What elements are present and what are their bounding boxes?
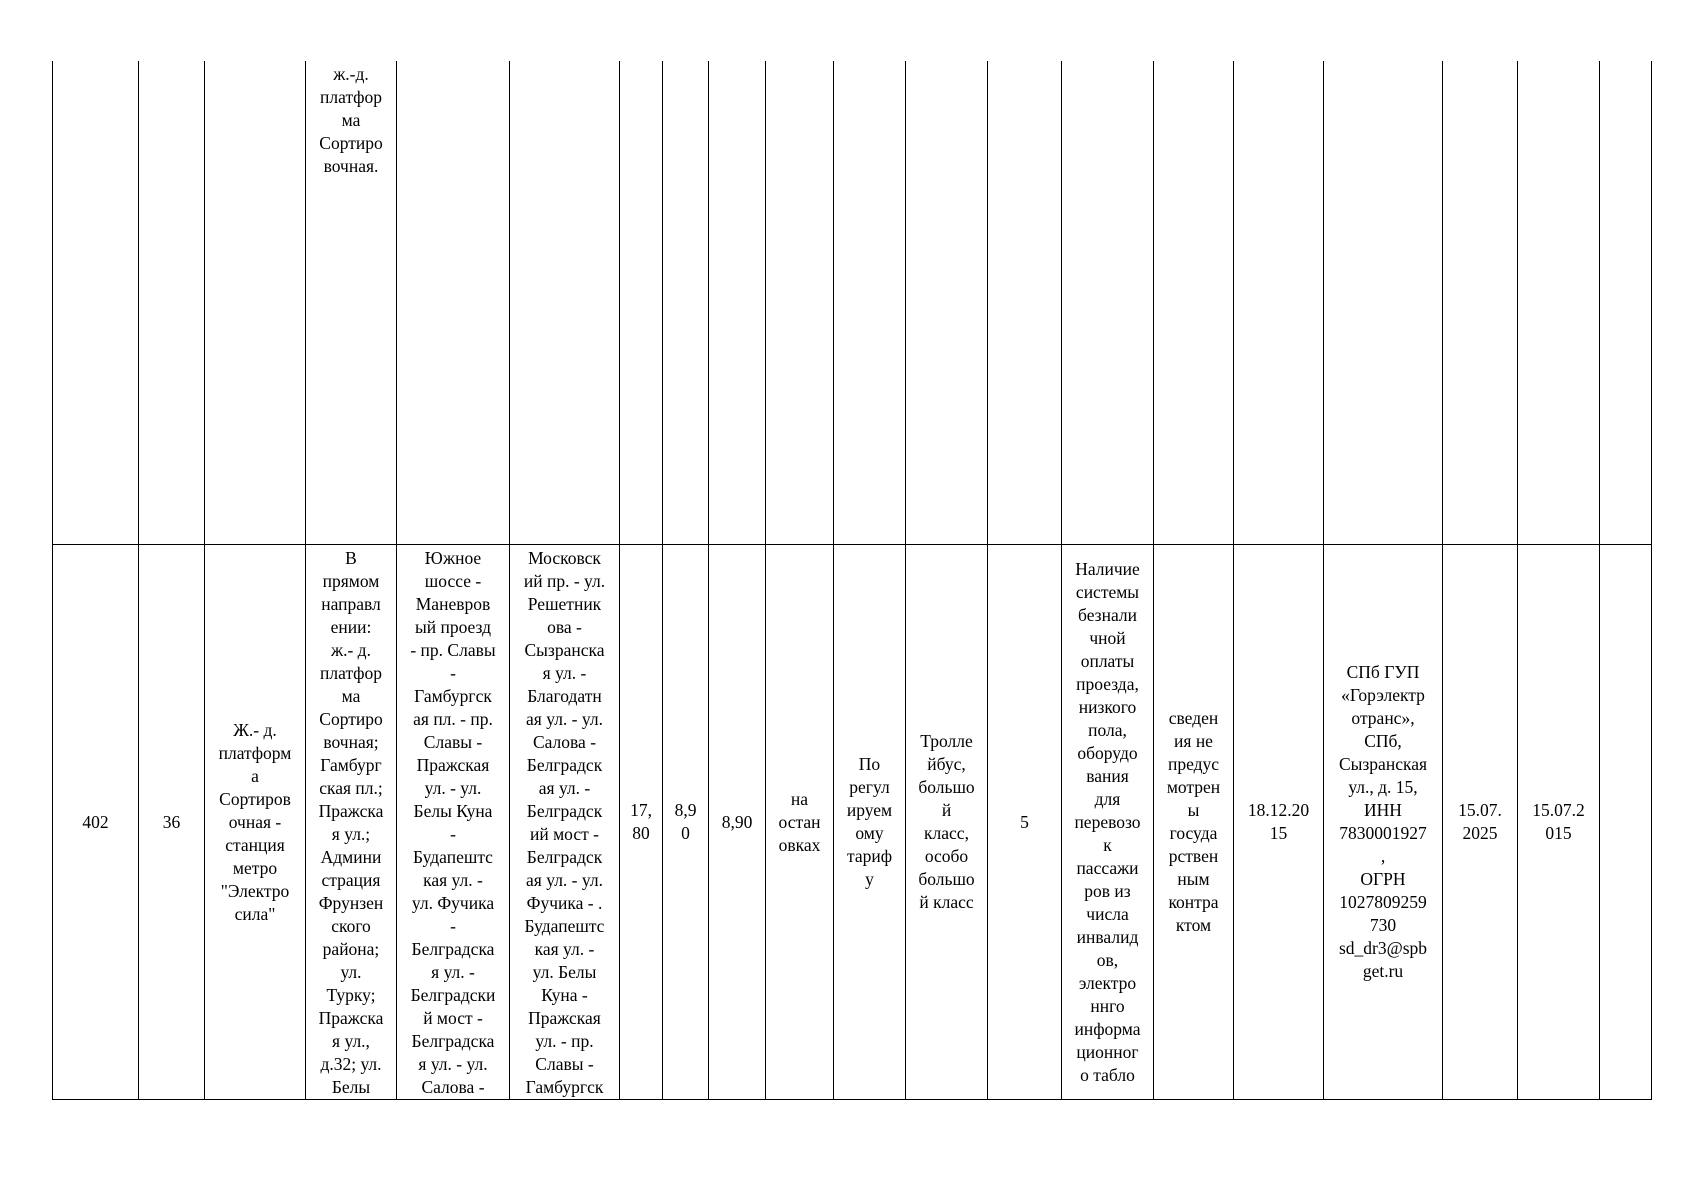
continuation-row	[53, 61, 1652, 545]
cell-date-1: 15.07. 2025	[1443, 545, 1518, 1100]
cell-streets-backward: Московск ий пр. - ул. Решетник ова - Сызранска я ул. - Благодатн ая ул. - ул. Салова - Белградск ая ул. - Белградск ий мост - Белградск ая ул. - ул. Фучика - . Будапештс кая ул. - ул. Белы Куна - Пражская ул. - пр. Славы - Гамбургск	[510, 545, 620, 1100]
cell-tariff: По регул ируем ому тариф у	[834, 545, 906, 1100]
cont-cell-carrier	[1324, 61, 1443, 545]
cont-cell-streets-forward	[397, 61, 510, 545]
cont-cell-start-date	[1234, 61, 1324, 545]
cont-cell-streets-backward	[510, 61, 620, 545]
cont-cell-length-total	[709, 61, 766, 545]
cont-cell-extra	[1600, 61, 1652, 545]
cont-cell-route-number	[139, 61, 205, 545]
cell-length-forward: 17, 80	[620, 545, 663, 1100]
cont-cell-boarding-order	[766, 61, 834, 545]
cont-cell-length-forward	[620, 61, 663, 545]
cont-cell-vehicle-count	[988, 61, 1062, 545]
cell-route-name: Ж.- д. платформ а Сортиров очная - станция метро "Электро сила"	[205, 545, 306, 1100]
cont-cell-length-backward	[663, 61, 709, 545]
cell-vehicle: Тролле йбус, большо й класс, особо большо й класс	[906, 545, 988, 1100]
cell-extra	[1600, 545, 1652, 1100]
cont-cell-stops	[306, 61, 397, 545]
cont-stops-text: ж.-д. платфор ма Сортиро вочная.	[319, 64, 383, 176]
cell-streets-forward: Южное шоссе - Маневров ый проезд - пр. Славы - Гамбургск ая пл. - пр. Славы - Пражская ул. - ул. Белы Куна - Будапештс кая ул. - ул. Фучика - Белградска я ул. - Белградски й мост - Белградска я ул. - ул. Салова -	[397, 545, 510, 1100]
cell-length-total: 8,90	[709, 545, 766, 1100]
cont-cell-contract-note	[1154, 61, 1234, 545]
cont-cell-date-1	[1443, 61, 1518, 545]
cell-vehicle-count: 5	[988, 545, 1062, 1100]
cont-cell-tariff	[834, 61, 906, 545]
cont-cell-characteristics	[1062, 61, 1154, 545]
cont-cell-route-name	[205, 61, 306, 545]
cont-cell-vehicle	[906, 61, 988, 545]
cell-characteristics: Наличие системы безнали чной оплаты проезда, низкого пола, оборудо вания для перевозо к пассажи ров из числа инвалид ов, электро ннго информа ционног о табло	[1062, 545, 1154, 1100]
cont-cell-date-2	[1518, 61, 1600, 545]
cell-route-number: 36	[139, 545, 205, 1100]
cell-start-date: 18.12.20 15	[1234, 545, 1324, 1100]
route-registry-table	[52, 61, 1652, 1100]
table-row	[53, 545, 1652, 1100]
cell-boarding-order: на остан овках	[766, 545, 834, 1100]
cell-registry-number: 402	[53, 545, 139, 1100]
cell-length-backward: 8,9 0	[663, 545, 709, 1100]
cell-contract-note: сведен ия не предус мотрен ы госуда рствен ным контра ктом	[1154, 545, 1234, 1100]
cont-cell-registry-number	[53, 61, 139, 545]
cell-carrier: СПб ГУП «Горэлектр отранс», СПб, Сызранская ул., д. 15, ИНН 7830001927 , ОГРН 1027809259 730 sd_dr3@spb get.ru	[1324, 545, 1443, 1100]
cell-date-2: 15.07.2 015	[1518, 545, 1600, 1100]
cell-stops: В прямом направл ении: ж.- д. платфор ма Сортиро вочная; Гамбург ская пл.; Пражска я ул.; Админи страция Фрунзен ского района; ул. Турку; Пражска я ул., д.32; ул. Белы	[306, 545, 397, 1100]
